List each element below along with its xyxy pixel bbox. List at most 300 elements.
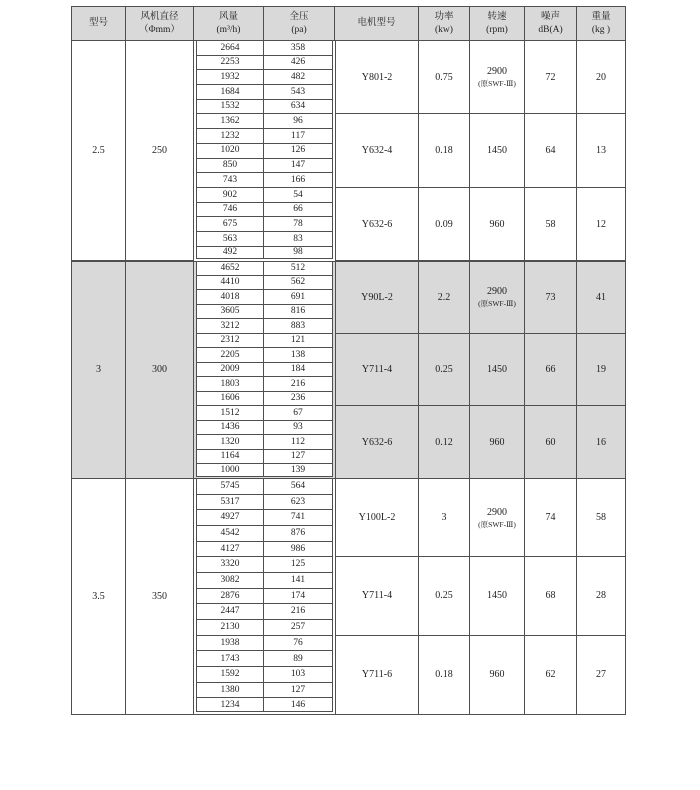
airflow-box: [196, 542, 264, 558]
airflow-value: 1743: [220, 653, 240, 664]
power-value: 0.18: [435, 145, 453, 157]
pressure-cell: [264, 377, 335, 392]
airflow-box: [196, 464, 264, 477]
diameter-value: 250: [152, 145, 167, 157]
airflow-box: [196, 290, 264, 305]
pressure-box: [264, 510, 333, 526]
header-label: (rpm): [486, 24, 508, 35]
pressure-box: [264, 495, 333, 511]
pressure-cell: [264, 589, 335, 605]
pressure-cell: [264, 232, 335, 247]
header-label: 全压: [289, 12, 309, 23]
airflow-box: [196, 188, 264, 203]
pressure-cell: [264, 144, 335, 159]
header-cell: [470, 7, 525, 41]
header-label: 转速: [487, 12, 507, 23]
header-label: (kg ): [591, 24, 611, 35]
speed-cell: [470, 334, 525, 407]
airflow-cell: [194, 651, 264, 667]
diameter-value: 350: [152, 590, 167, 602]
airflow-value: 4652: [220, 262, 240, 273]
airflow-box: [196, 261, 264, 276]
motor-model-cell: [335, 334, 419, 407]
pressure-cell: [264, 276, 335, 291]
header-label: 型号: [88, 18, 108, 29]
pressure-value: 112: [291, 436, 305, 447]
header-label: （Φmm）: [139, 24, 180, 35]
pressure-cell: [264, 305, 335, 320]
airflow-cell: [194, 450, 264, 465]
pressure-value: 141: [290, 575, 306, 586]
pressure-cell: [264, 526, 335, 542]
airflow-box: [196, 100, 264, 115]
speed-value: 2900: [487, 286, 507, 298]
airflow-cell: [194, 56, 264, 71]
airflow-value: 1020: [220, 145, 240, 156]
airflow-value: 1803: [220, 378, 240, 389]
pressure-box: [264, 290, 333, 305]
airflow-cell: [194, 620, 264, 636]
airflow-cell: [194, 479, 264, 495]
airflow-value: 4018: [220, 291, 240, 302]
airflow-box: [196, 159, 264, 174]
speed-value: 1450: [487, 590, 507, 602]
noise-cell: [525, 479, 577, 557]
weight-cell: [577, 41, 625, 114]
pressure-value: 543: [290, 86, 306, 97]
pressure-cell: [264, 334, 335, 349]
speed-cell: [470, 636, 525, 714]
pressure-box: [264, 188, 333, 203]
airflow-box: [196, 56, 264, 71]
pressure-box: [264, 683, 333, 699]
motor-model-cell: [335, 114, 419, 187]
airflow-cell: [194, 510, 264, 526]
noise-cell: [525, 334, 577, 407]
pressure-cell: [264, 100, 335, 115]
pressure-value: 93: [293, 422, 303, 433]
noise-value: 60: [545, 436, 556, 448]
power-value: 0.09: [435, 218, 453, 230]
airflow-cell: [194, 348, 264, 363]
power-value: 0.25: [435, 590, 453, 602]
airflow-box: [196, 435, 264, 450]
speed-cell: [470, 557, 525, 635]
airflow-cell: [194, 406, 264, 421]
pressure-value: 146: [290, 699, 306, 710]
airflow-box: [196, 495, 264, 511]
pressure-box: [264, 363, 333, 378]
airflow-box: [196, 319, 264, 334]
speed-note: (原SWF-Ⅲ): [478, 519, 516, 529]
airflow-box: [196, 620, 264, 636]
airflow-value: 4542: [220, 528, 240, 539]
airflow-value: 2205: [220, 349, 240, 360]
speed-cell: [470, 406, 525, 479]
airflow-box: [196, 479, 264, 495]
weight-cell: [577, 334, 625, 407]
pressure-value: 126: [290, 145, 306, 156]
airflow-value: 2447: [220, 606, 240, 617]
pressure-box: [264, 651, 333, 667]
power-value: 3: [441, 512, 447, 524]
airflow-cell: [194, 464, 264, 479]
pressure-box: [264, 70, 333, 85]
airflow-value: 675: [222, 218, 238, 229]
pressure-box: [264, 698, 333, 712]
airflow-cell: [194, 217, 264, 232]
pressure-cell: [264, 604, 335, 620]
pressure-box: [264, 406, 333, 421]
pressure-value: 127: [290, 451, 306, 462]
header-label: (kw): [435, 24, 453, 35]
airflow-box: [196, 363, 264, 378]
pressure-box: [264, 620, 333, 636]
airflow-value: 2009: [220, 364, 240, 375]
weight-value: 13: [596, 145, 606, 157]
airflow-box: [196, 557, 264, 573]
power-cell: [419, 557, 470, 635]
pressure-value: 634: [290, 101, 306, 112]
airflow-value: 5317: [220, 496, 240, 507]
pressure-cell: [264, 129, 335, 144]
pressure-box: [264, 636, 333, 652]
airflow-cell: [194, 159, 264, 174]
airflow-box: [196, 573, 264, 589]
noise-value: 62: [545, 669, 556, 681]
motor-model-value: Y711-6: [361, 669, 393, 681]
pressure-value: 986: [290, 543, 306, 554]
airflow-box: [196, 636, 264, 652]
pressure-box: [264, 557, 333, 573]
airflow-value: 1000: [220, 464, 240, 475]
airflow-box: [196, 144, 264, 159]
pressure-value: 78: [293, 218, 303, 229]
pressure-value: 184: [290, 364, 306, 375]
pressure-box: [264, 392, 333, 407]
pressure-cell: [264, 406, 335, 421]
airflow-cell: [194, 636, 264, 652]
airflow-box: [196, 589, 264, 605]
pressure-box: [264, 247, 333, 260]
airflow-cell: [194, 100, 264, 115]
pressure-box: [264, 217, 333, 232]
pressure-box: [264, 203, 333, 218]
noise-cell: [525, 406, 577, 479]
pressure-box: [264, 421, 333, 436]
header-cell: [264, 7, 335, 41]
airflow-value: 1512: [220, 407, 240, 418]
airflow-cell: [194, 604, 264, 620]
pressure-cell: [264, 464, 335, 479]
pressure-box: [264, 573, 333, 589]
speed-note: (原SWF-Ⅲ): [478, 79, 516, 89]
pressure-value: 138: [290, 349, 306, 360]
model-cell: [72, 261, 126, 479]
weight-cell: [577, 406, 625, 479]
pressure-value: 216: [290, 606, 306, 617]
airflow-box: [196, 276, 264, 291]
pressure-cell: [264, 683, 335, 699]
motor-model-cell: [335, 261, 419, 334]
pressure-value: 623: [290, 496, 306, 507]
airflow-cell: [194, 526, 264, 542]
pressure-cell: [264, 261, 335, 276]
pressure-box: [264, 114, 333, 129]
airflow-cell: [194, 290, 264, 305]
weight-cell: [577, 114, 625, 187]
speed-cell: [470, 114, 525, 187]
pressure-cell: [264, 290, 335, 305]
pressure-cell: [264, 495, 335, 511]
speed-value: 1450: [487, 145, 507, 157]
power-value: 0.25: [435, 364, 453, 376]
pressure-box: [264, 85, 333, 100]
weight-value: 20: [596, 71, 606, 83]
pressure-box: [264, 334, 333, 349]
pressure-cell: [264, 70, 335, 85]
pressure-box: [264, 305, 333, 320]
pressure-box: [264, 377, 333, 392]
speed-cell: [470, 261, 525, 334]
airflow-cell: [194, 421, 264, 436]
airflow-value: 3212: [220, 320, 240, 331]
header-label: 风量: [218, 12, 238, 23]
pressure-box: [264, 129, 333, 144]
airflow-cell: [194, 188, 264, 203]
pressure-box: [264, 276, 333, 291]
pressure-box: [264, 41, 333, 56]
weight-value: 19: [596, 364, 606, 376]
airflow-box: [196, 667, 264, 683]
pressure-cell: [264, 479, 335, 495]
airflow-cell: [194, 173, 264, 188]
noise-cell: [525, 188, 577, 261]
diameter-cell: [126, 261, 194, 479]
speed-value: 2900: [487, 506, 507, 518]
airflow-value: 4410: [220, 277, 240, 288]
pressure-cell: [264, 620, 335, 636]
pressure-box: [264, 261, 333, 276]
motor-model-cell: [335, 479, 419, 557]
pressure-value: 67: [293, 407, 303, 418]
pressure-box: [264, 526, 333, 542]
noise-cell: [525, 114, 577, 187]
noise-cell: [525, 636, 577, 714]
airflow-cell: [194, 144, 264, 159]
diameter-cell: [126, 41, 194, 261]
header-label: 电机型号: [357, 18, 396, 29]
model-value: 3.5: [92, 590, 105, 602]
pressure-cell: [264, 56, 335, 71]
airflow-value: 746: [222, 204, 238, 215]
pressure-cell: [264, 173, 335, 188]
pressure-value: 691: [290, 291, 306, 302]
airflow-value: 1380: [220, 684, 240, 695]
model-cell: [72, 479, 126, 714]
header-label: 噪声: [540, 12, 560, 23]
airflow-box: [196, 392, 264, 407]
header-cell: [577, 7, 625, 41]
noise-value: 68: [545, 590, 556, 602]
power-cell: [419, 479, 470, 557]
airflow-box: [196, 604, 264, 620]
power-cell: [419, 41, 470, 114]
header-cell: [194, 7, 264, 41]
airflow-value: 1932: [220, 72, 240, 83]
header-cell: [72, 7, 126, 41]
airflow-box: [196, 510, 264, 526]
airflow-cell: [194, 261, 264, 276]
noise-value: 72: [545, 71, 556, 83]
pressure-cell: [264, 348, 335, 363]
pressure-value: 96: [293, 116, 303, 127]
pressure-value: 54: [293, 189, 303, 200]
speed-value: 960: [489, 669, 505, 681]
airflow-value: 1234: [220, 699, 240, 710]
airflow-cell: [194, 305, 264, 320]
motor-model-value: Y711-4: [361, 590, 393, 602]
noise-value: 73: [545, 291, 556, 303]
airflow-box: [196, 129, 264, 144]
power-cell: [419, 636, 470, 714]
airflow-value: 2253: [220, 57, 240, 68]
airflow-value: 1164: [220, 451, 240, 462]
pressure-cell: [264, 557, 335, 573]
pressure-value: 257: [290, 622, 306, 633]
power-value: 0.18: [435, 669, 453, 681]
motor-model-cell: [335, 188, 419, 261]
pressure-box: [264, 159, 333, 174]
header-label: (pa): [291, 24, 307, 35]
pressure-value: 98: [293, 247, 303, 258]
airflow-box: [196, 173, 264, 188]
pressure-value: 174: [290, 590, 306, 601]
pressure-cell: [264, 450, 335, 465]
airflow-box: [196, 683, 264, 699]
speed-cell: [470, 41, 525, 114]
power-cell: [419, 406, 470, 479]
airflow-box: [196, 698, 264, 712]
pressure-value: 83: [293, 233, 303, 244]
airflow-value: 4927: [220, 512, 240, 523]
diameter-value: 300: [152, 364, 167, 376]
pressure-cell: [264, 651, 335, 667]
airflow-cell: [194, 392, 264, 407]
weight-value: 58: [596, 512, 606, 524]
pressure-cell: [264, 85, 335, 100]
header-cell: [525, 7, 577, 41]
pressure-value: 512: [290, 262, 306, 273]
weight-cell: [577, 261, 625, 334]
pressure-cell: [264, 510, 335, 526]
pressure-cell: [264, 41, 335, 56]
pressure-box: [264, 667, 333, 683]
airflow-value: 1436: [220, 422, 240, 433]
airflow-value: 1532: [220, 101, 240, 112]
pressure-cell: [264, 667, 335, 683]
airflow-box: [196, 217, 264, 232]
airflow-cell: [194, 114, 264, 129]
noise-value: 74: [545, 512, 556, 524]
airflow-box: [196, 377, 264, 392]
pressure-cell: [264, 392, 335, 407]
header-label: (m³/h): [216, 24, 241, 35]
pressure-value: 816: [290, 306, 306, 317]
pressure-box: [264, 464, 333, 477]
header-cell: [126, 7, 194, 41]
section-divider: [72, 478, 625, 479]
pressure-value: 236: [290, 393, 306, 404]
weight-cell: [577, 188, 625, 261]
power-cell: [419, 261, 470, 334]
airflow-value: 4127: [220, 543, 240, 554]
pressure-value: 117: [291, 130, 305, 141]
airflow-value: 1592: [220, 669, 240, 680]
pressure-box: [264, 232, 333, 247]
weight-value: 12: [596, 218, 606, 230]
airflow-value: 743: [222, 174, 238, 185]
airflow-cell: [194, 698, 264, 714]
pressure-cell: [264, 542, 335, 558]
airflow-cell: [194, 41, 264, 56]
airflow-cell: [194, 495, 264, 511]
airflow-value: 1606: [220, 393, 240, 404]
pressure-value: 426: [290, 57, 306, 68]
pressure-cell: [264, 698, 335, 714]
weight-cell: [577, 636, 625, 714]
airflow-cell: [194, 334, 264, 349]
airflow-cell: [194, 683, 264, 699]
diameter-cell: [126, 479, 194, 714]
speed-value: 2900: [487, 66, 507, 78]
weight-value: 27: [596, 669, 606, 681]
header-cell: [335, 7, 419, 41]
pressure-value: 139: [290, 464, 306, 475]
pressure-box: [264, 319, 333, 334]
pressure-box: [264, 450, 333, 465]
airflow-value: 3082: [220, 575, 240, 586]
motor-model-value: Y632-6: [361, 218, 393, 230]
pressure-value: 358: [290, 42, 306, 53]
weight-value: 28: [596, 590, 606, 602]
motor-model-cell: [335, 406, 419, 479]
header-label: 风机直径: [140, 12, 179, 23]
spec-table: [71, 6, 626, 715]
weight-cell: [577, 479, 625, 557]
airflow-box: [196, 348, 264, 363]
weight-value: 16: [596, 436, 606, 448]
model-value: 3: [96, 364, 101, 376]
pressure-box: [264, 589, 333, 605]
motor-model-value: Y100L-2: [358, 512, 396, 524]
pressure-value: 216: [290, 378, 306, 389]
pressure-value: 741: [290, 512, 306, 523]
pressure-value: 562: [290, 277, 306, 288]
header-cell: [419, 7, 470, 41]
speed-value: 1450: [487, 364, 507, 376]
speed-cell: [470, 479, 525, 557]
airflow-box: [196, 450, 264, 465]
pressure-box: [264, 348, 333, 363]
airflow-value: 563: [222, 233, 238, 244]
noise-cell: [525, 41, 577, 114]
header-label: 重量: [591, 12, 611, 23]
airflow-value: 2130: [220, 622, 240, 633]
airflow-value: 5745: [220, 480, 240, 491]
pressure-value: 89: [293, 653, 303, 664]
pressure-box: [264, 144, 333, 159]
